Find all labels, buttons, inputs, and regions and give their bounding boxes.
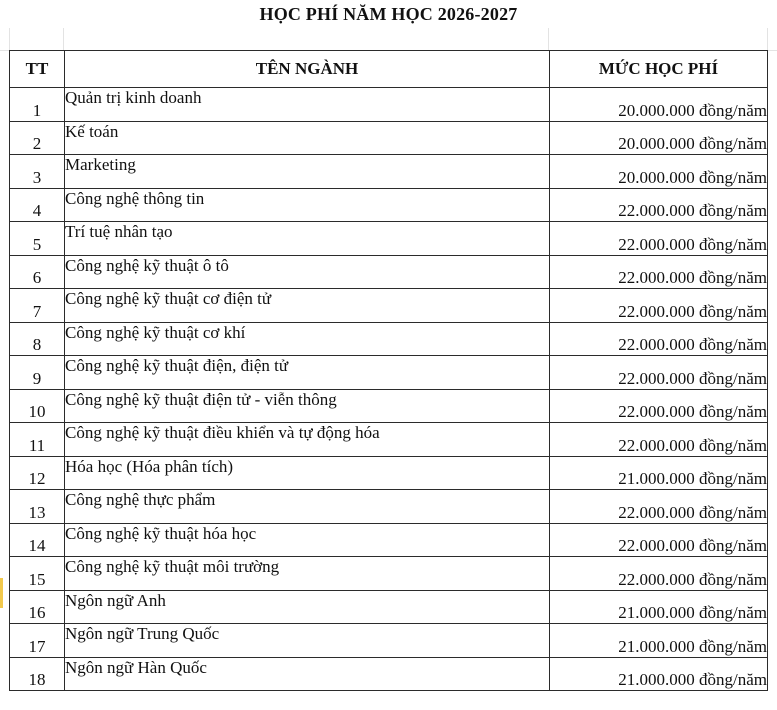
major-name-cell[interactable]: Hóa học (Hóa phân tích) [65,456,550,490]
tuition-fee-cell[interactable]: 21.000.000 đồng/năm [550,456,768,490]
table-row [10,389,768,423]
row-number-cell[interactable]: 14 [10,523,65,557]
major-name-cell[interactable]: Marketing [65,155,550,189]
table-row [10,155,768,189]
row-number-cell[interactable]: 12 [10,456,65,490]
row-number-cell[interactable]: 13 [10,490,65,524]
table-body [10,88,768,691]
row-number-cell[interactable]: 7 [10,289,65,323]
row-number-cell[interactable]: 5 [10,222,65,256]
empty-cell[interactable] [64,28,549,50]
tuition-fee-cell[interactable]: 20.000.000 đồng/năm [550,88,768,122]
row-number-cell[interactable]: 10 [10,389,65,423]
tuition-fee-cell[interactable]: 22.000.000 đồng/năm [550,490,768,524]
major-name-cell[interactable]: Công nghệ kỹ thuật điện, điện tử [65,356,550,390]
tuition-fee-cell[interactable]: 22.000.000 đồng/năm [550,222,768,256]
major-name-cell[interactable]: Ngôn ngữ Trung Quốc [65,624,550,658]
row-number-cell[interactable]: 2 [10,121,65,155]
tuition-fee-cell[interactable]: 21.000.000 đồng/năm [550,590,768,624]
row-number-cell[interactable]: 16 [10,590,65,624]
table-row [10,423,768,457]
row-number-cell[interactable]: 9 [10,356,65,390]
major-name-cell[interactable]: Công nghệ kỹ thuật môi trường [65,557,550,591]
row-number-cell[interactable]: 11 [10,423,65,457]
major-name-cell[interactable]: Quản trị kinh doanh [65,88,550,122]
tuition-fee-cell[interactable]: 22.000.000 đồng/năm [550,389,768,423]
row-number-cell[interactable]: 8 [10,322,65,356]
empty-cell[interactable] [549,28,768,50]
major-name-cell[interactable]: Công nghệ kỹ thuật cơ điện tử [65,289,550,323]
tuition-fee-cell[interactable]: 22.000.000 đồng/năm [550,255,768,289]
table-row [10,289,768,323]
major-name-cell[interactable]: Công nghệ kỹ thuật điều khiển và tự động hóa [65,423,550,457]
tuition-fee-cell[interactable]: 21.000.000 đồng/năm [550,624,768,658]
tuition-fee-cell[interactable]: 22.000.000 đồng/năm [550,289,768,323]
row-number-cell[interactable]: 3 [10,155,65,189]
empty-cell[interactable] [10,28,64,50]
table-row [10,255,768,289]
empty-spreadsheet-row[interactable] [0,28,777,51]
tuition-fee-cell[interactable]: 22.000.000 đồng/năm [550,188,768,222]
table-row [10,624,768,658]
major-name-cell[interactable]: Ngôn ngữ Hàn Quốc [65,657,550,691]
tuition-fee-cell[interactable]: 22.000.000 đồng/năm [550,322,768,356]
empty-cell[interactable] [0,28,10,50]
table-row [10,222,768,256]
tuition-fee-cell[interactable]: 22.000.000 đồng/năm [550,523,768,557]
row-number-cell[interactable]: 4 [10,188,65,222]
major-name-cell[interactable]: Trí tuệ nhân tạo [65,222,550,256]
tuition-table [9,50,768,691]
tuition-fee-cell[interactable]: 20.000.000 đồng/năm [550,121,768,155]
table-row [10,557,768,591]
tuition-fee-cell[interactable]: 22.000.000 đồng/năm [550,557,768,591]
major-name-cell[interactable]: Công nghệ thông tin [65,188,550,222]
header-major-name[interactable]: TÊN NGÀNH [65,51,550,88]
major-name-cell[interactable]: Công nghệ kỹ thuật hóa học [65,523,550,557]
table-row [10,657,768,691]
table-row [10,456,768,490]
table-row [10,490,768,524]
row-number-cell[interactable]: 6 [10,255,65,289]
row-number-cell[interactable]: 1 [10,88,65,122]
header-tuition-fee[interactable]: MỨC HỌC PHÍ [550,51,768,88]
table-row [10,590,768,624]
tuition-fee-cell[interactable]: 21.000.000 đồng/năm [550,657,768,691]
table-row [10,121,768,155]
tuition-fee-cell[interactable]: 20.000.000 đồng/năm [550,155,768,189]
row-number-cell[interactable]: 15 [10,557,65,591]
table-row [10,322,768,356]
row-selection-marker [0,578,3,608]
row-number-cell[interactable]: 17 [10,624,65,658]
major-name-cell[interactable]: Công nghệ thực phẩm [65,490,550,524]
table-header-row [10,51,768,88]
table-row [10,188,768,222]
table-row [10,523,768,557]
major-name-cell[interactable]: Công nghệ kỹ thuật cơ khí [65,322,550,356]
tuition-fee-cell[interactable]: 22.000.000 đồng/năm [550,423,768,457]
major-name-cell[interactable]: Công nghệ kỹ thuật điện tử - viễn thông [65,389,550,423]
major-name-cell[interactable]: Công nghệ kỹ thuật ô tô [65,255,550,289]
header-tt[interactable]: TT [10,51,65,88]
major-name-cell[interactable]: Kế toán [65,121,550,155]
table-row [10,356,768,390]
major-name-cell[interactable]: Ngôn ngữ Anh [65,590,550,624]
row-number-cell[interactable]: 18 [10,657,65,691]
table-row [10,88,768,122]
page-title: HỌC PHÍ NĂM HỌC 2026-2027 [259,3,518,24]
tuition-fee-cell[interactable]: 22.000.000 đồng/năm [550,356,768,390]
